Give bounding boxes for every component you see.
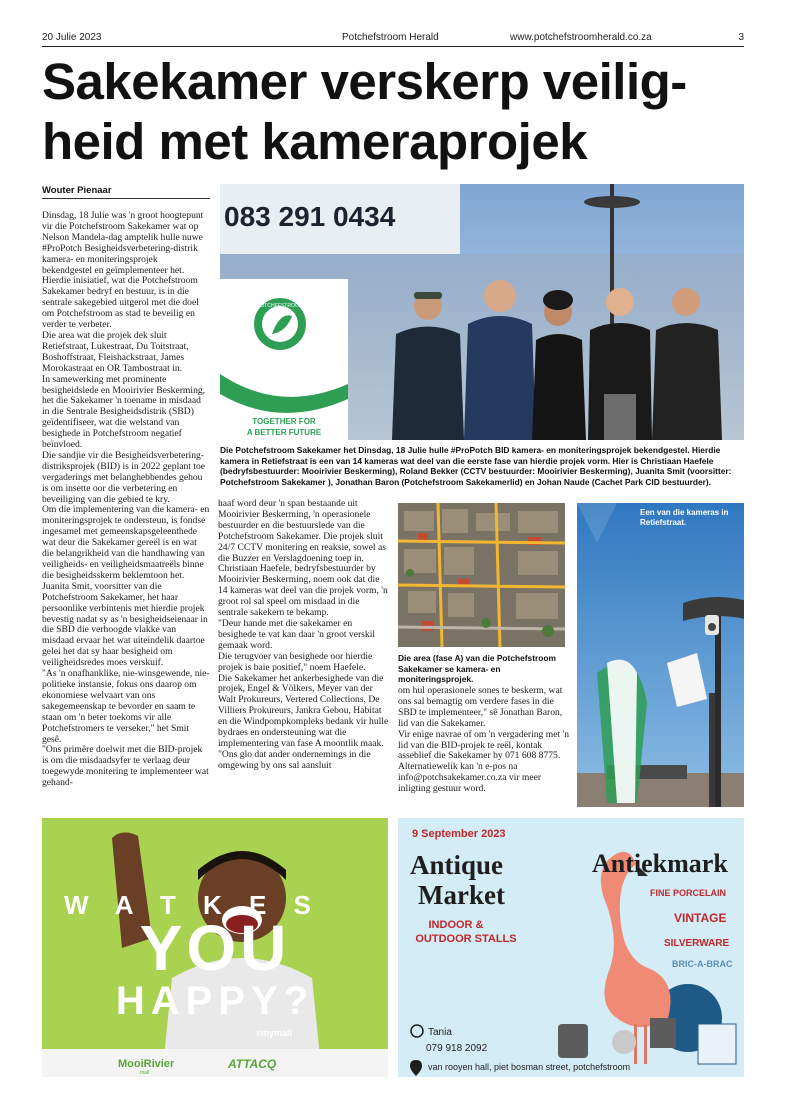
market-ad-item-2: VINTAGE — [674, 911, 727, 925]
paragraph: Juanita Smit, voorsitter van die Potchefstroom Sakekamer, het haar persoonlike verbintenis met hierdie projek bevestig nadat sy as 'n besigheidseienaar in die SBD die verhoogde vlakke van misdaad ervaar het wat uiteindelik daartoe gelei het dat sy haar besigheid om veiligheidsredes moes verskuif. — [42, 580, 208, 669]
paragraph: "Ons primêre doelwit met die BID-projek is om die misdaadsyfer te verlaag deur toegewyde monitering te implementeer wat gehand- — [42, 744, 209, 789]
paragraph: om hul operasionele sones te beskerm, wat ons sal bemagtig om verdere fases in die SBD te implementeer," sê Jonathan Baron, lid van die Sakekamer. — [398, 686, 563, 729]
market-ad-contact-name: Tania — [428, 1027, 452, 1038]
market-ad-title-right: Antiekmark — [592, 849, 728, 878]
paragraph: Die area wat die projek dek sluit Retiefstraat, Lukestraat, Du Toitstraat, Boshoffstraat, Fleishackstraat, James Morokastraat en OR Tambostraat in. — [42, 329, 189, 374]
paragraph: "Deur hande met die sakekamer en besighede te vat kan daar 'n groot verskil gemaak word. — [218, 617, 376, 651]
banner-slogan-2: A BETTER FUTURE — [246, 428, 322, 437]
paragraph: Om die implementering van die kamera- en moniteringsprojek te ondersteun, is fondse ingesamel met gemeenskapsgeleenthede wat deur die Sakekamer gereël is en wat die belangrikheid van die handhawing van veiligheids- en veiligheidsmaatreëls binne die besigheidsskerm beklemtoon het. — [42, 504, 210, 581]
page-header — [42, 30, 744, 46]
group-photo-caption: Die Potchefstroom Sakekamer het Dinsdag, 18 Julie hulle #ProPotch BID kamera- en moniteringsprojek bekendgestel. Hierdie kamera in Retiefstraat is een van 14 kameras wat deel van die eerste fase van hierdie projek vorm. Hier is Christiaan Haefele (bedryfsbestuurder: Mooirivier Beskerming), Roland Bekker (CCTV bestuurder: Mooirivier Beskerming), Juanita Smit (voorsitter: Potchefstroom Sakekamer ), Jonathan Baron (Potchefstroom Sakekamerlid) en Johan Naude (Cachet Park CID bestuurder). — [220, 445, 732, 487]
banner-name: POTCHEFSTROOM — [257, 303, 303, 309]
banner-phone: 083 291 0434 — [224, 201, 396, 232]
aerial-photo-illustration — [398, 503, 565, 647]
mall-ad-hashtag: #mymall — [256, 1028, 293, 1038]
paragraph: Christiaan Haefele, bedryfsbestuurder by Mooirivier Beskerming, noem ook dat die 14 kameras wat deel van die projek vorm, 'n groot rol sal speel om misdaad in die sentrale sakekern te bekamp. — [218, 563, 388, 619]
market-ad-title-left-2: Market — [418, 880, 505, 910]
byline: Wouter Pienaar — [42, 185, 112, 196]
mall-ad-brand-1: MooiRivier — [118, 1058, 175, 1070]
mall-ad-brand-2: ATTACQ — [228, 1057, 277, 1071]
paragraph: Die Sakekamer het ankerbesighede van die projek, Engel & Völkers, Meyer van der Walt Prokureurs, Vertered Collections, De Villiers Prokureurs, Jankra Gebou, Habitat en die Windpompkompleks bedank vir hulle bydraes en ondersteuning wat die implementering van fase A moontlik maak. — [218, 672, 389, 749]
paper-name: Potchefstroom Herald — [342, 32, 439, 43]
website-link[interactable]: www.potchefstroomherald.co.za — [510, 32, 652, 43]
antique-market-artwork — [398, 818, 744, 1077]
paragraph: In samewerking met prominente besigheidslede en Mooirivier Beskerming, het die Sakekamer 'n toename in misdaad in die Sentrale Besigheidsdistrik (SBD) geïdentifiseer, wat die welstand van besighede in Potchefstroom negatief beïnvloed. — [42, 373, 206, 451]
market-ad-item-4: BRIC-A-BRAC — [672, 959, 733, 969]
group-photo — [220, 184, 744, 440]
market-ad-item-3: SILVERWARE — [664, 938, 730, 949]
paragraph: Alternatiewelik kan 'n e-pos na info@potchsakekamer.co.za vir meer inligting gestuur word. — [398, 761, 542, 795]
mall-ad-brand-1-sub: mall — [140, 1070, 150, 1076]
paragraph: Die sandjie vir die Besigheidsverbetering-distriksprojek (BID) is in 2022 geplant toe vergaderings met belanghebbendes gehou is om insette oor die verbetering en beveiliging van die gebied te kry. — [42, 449, 206, 505]
mall-ad-line-1: W A T K E S — [64, 890, 321, 920]
market-ad-stalls-2: OUTDOOR STALLS — [415, 933, 517, 945]
article-column-1 — [42, 211, 210, 807]
headline-line-2: heid met kameraprojek — [42, 113, 588, 170]
market-ad-contact-phone: 079 918 2092 — [426, 1043, 488, 1054]
header-divider — [42, 46, 744, 47]
paragraph: haaf word deur 'n span bestaande uit Mooirivier Beskerming, 'n operasionele bestuurder en die bestuurslede van die Potchefstroom Sakekamer. Die projek sluit 24/7 CCTV monitering en reaksie, sowel as die Buzzer en Verslagdoening toep in. — [218, 499, 386, 564]
article-headline — [42, 52, 752, 172]
article-column-2 — [218, 499, 390, 807]
banner-slogan-1: TOGETHER FOR — [252, 417, 316, 426]
market-ad-date: 9 September 2023 — [412, 828, 506, 840]
antique-market-advert[interactable] — [398, 818, 744, 1077]
aerial-photo — [398, 503, 565, 647]
camera-photo-illustration — [577, 503, 744, 807]
issue-date: 20 Julie 2023 — [42, 32, 102, 43]
mall-advert-artwork — [42, 818, 388, 1077]
paragraph: Dinsdag, 18 Julie was 'n groot hoogtepunt vir die Potchefstroom Sakekamer wat op Nelson Mandela-dag amptelik hulle nuwe #ProPotch Besigheidsverbetering-distrik kamera- en moniteringsprojek bekendgestel en geïmplementeer het. — [42, 211, 204, 276]
paragraph: "As 'n onafhanklike, nie-winsgewende, nie-politieke instansie, fokus ons daarop om ekonomiese welvaart van ons sakegemeenskap te bevorder en saam te staan om 'n beter toekoms vir alle Potchefstromers te verseker," het Smit gesê. — [42, 668, 210, 745]
byline-divider — [42, 198, 210, 199]
paragraph: Die terugvoer van besighede oor hierdie projek is baie positief," noem Haefele. — [218, 650, 373, 673]
market-ad-venue: van rooyen hall, piet bosman street, potchefstroom — [428, 1062, 631, 1072]
camera-photo — [577, 503, 744, 807]
mall-advert[interactable] — [42, 818, 388, 1077]
camera-photo-caption: Een van die kameras in Retiefstraat. — [640, 508, 729, 527]
aerial-photo-caption: Die area (fase A) van die Potchefstroom Sakekamer se kamera- en moniteringsprojek. — [398, 653, 556, 685]
article-column-3 — [398, 686, 570, 807]
paragraph: Hierdie inisiatief, wat die Potchefstroom Sakekamer bedryf en bestuur, is in die sentrale sakegebied uitgerol met die doel om Potchefstroom as stad te beveilig en verder te verbeter. — [42, 275, 199, 331]
paragraph: Vir enige navrae of om 'n vergadering met 'n lid van die BID-projek te reël, kontak asseblief die Sakekamer by 071 608 8775. — [398, 728, 570, 762]
market-ad-item-1: FINE PORCELAIN — [650, 888, 727, 898]
paragraph: "Ons glo dat ander ondernemings in die omgewing by ons sal aansluit — [218, 748, 371, 771]
headline-line-1: Sakekamer verskerp veilig- — [42, 53, 687, 110]
mall-ad-line-2: YOU — [139, 912, 291, 984]
page-number: 3 — [738, 32, 744, 43]
market-ad-stalls-1: INDOOR & — [428, 919, 484, 931]
group-photo-illustration — [220, 184, 744, 440]
market-ad-title-left-1: Antique — [410, 850, 504, 880]
mall-ad-line-3: HAPPY? — [115, 979, 315, 1023]
